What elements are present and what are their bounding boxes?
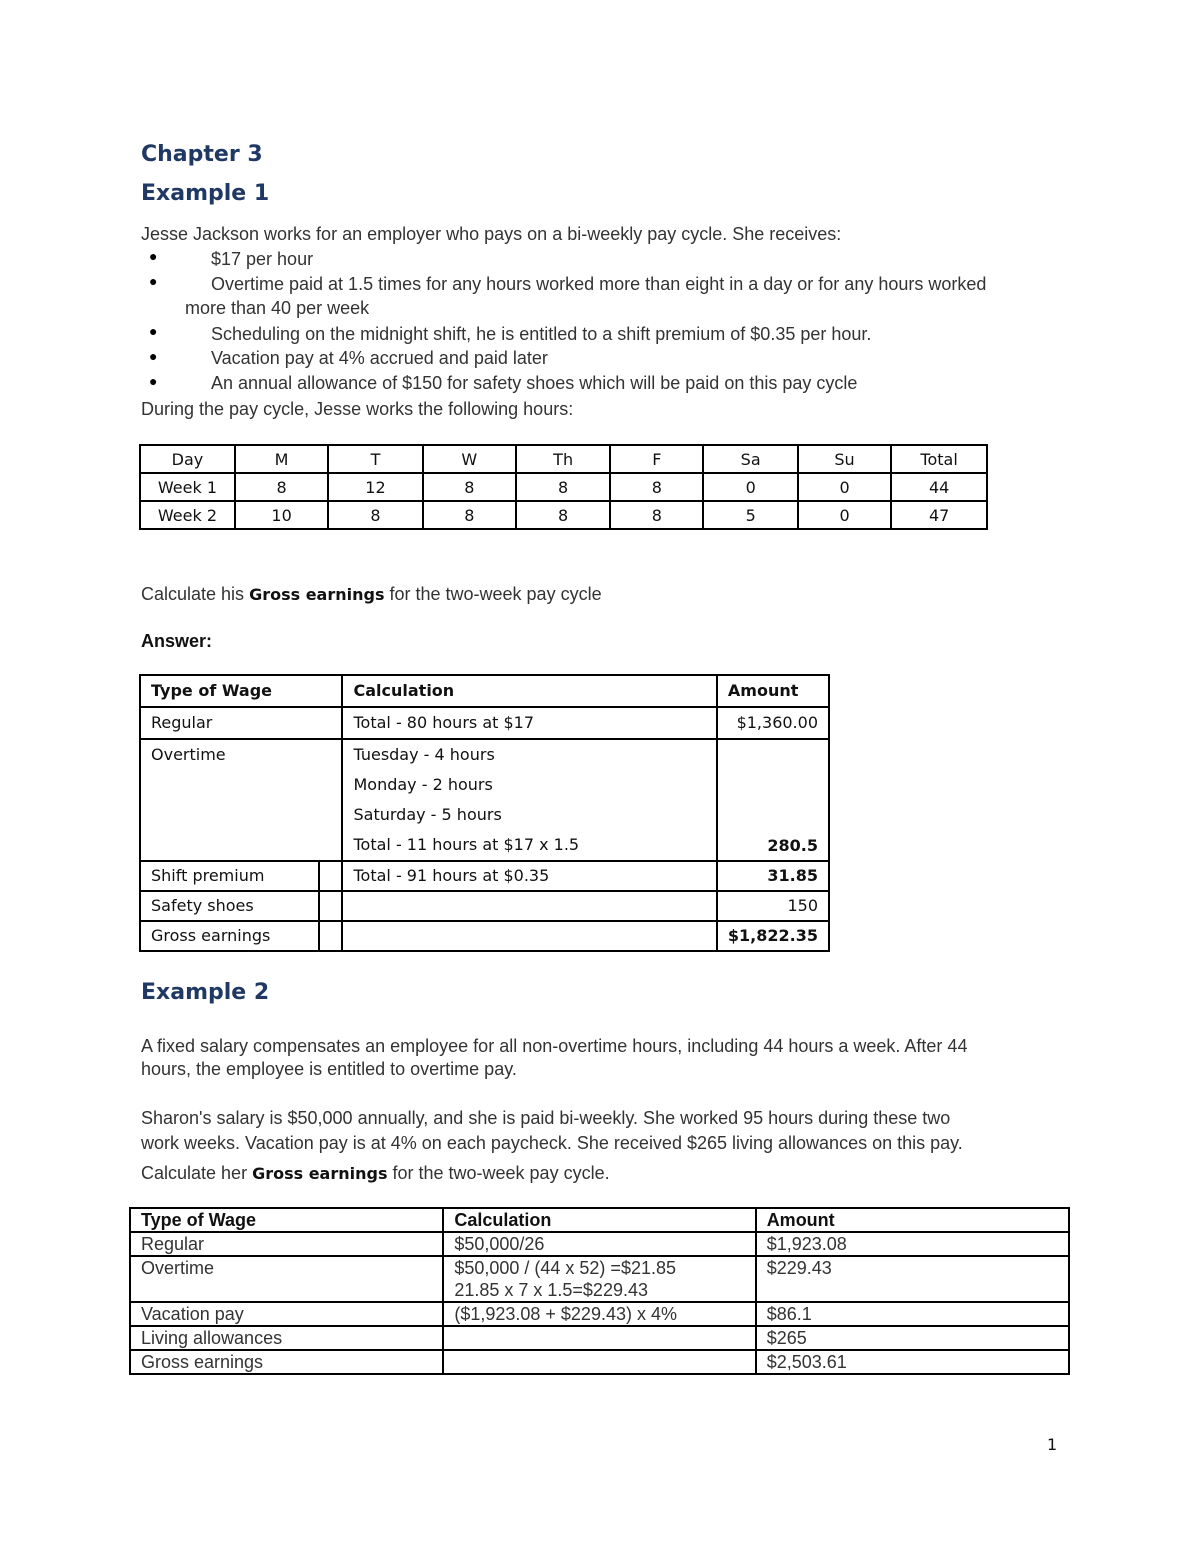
table-cell: Week 1 — [140, 473, 235, 501]
answer-table — [139, 674, 830, 952]
table-cell: 8 — [328, 501, 422, 529]
table-cell: 150 — [717, 891, 829, 921]
table-cell — [342, 891, 716, 921]
table-cell: 8 — [610, 473, 703, 501]
table-cell: Day — [140, 445, 235, 473]
table-cell: 12 — [328, 473, 422, 501]
page-number: 1 — [1047, 1435, 1058, 1454]
table-cell: 0 — [798, 501, 891, 529]
bullet-dot: ● — [149, 323, 158, 339]
table-cell: Week 2 — [140, 501, 235, 529]
table-cell: M — [235, 445, 328, 473]
example-2-paragraph-1-line-1: A fixed salary compensates an employee for all non-overtime hours, including 44 hours a week. After 44 — [141, 1036, 968, 1056]
question-text: Calculate her — [141, 1163, 253, 1183]
table-cell: Calculation — [342, 675, 716, 707]
table-cell — [443, 1326, 755, 1350]
bullet-dot: ● — [149, 373, 158, 389]
calc-line: 21.85 x 7 x 1.5=$229.43 — [454, 1280, 648, 1300]
question-text: for the two-week pay cycle. — [387, 1163, 610, 1183]
table-row — [140, 861, 829, 891]
table-row — [140, 473, 987, 501]
table-cell: 5 — [703, 501, 797, 529]
table-cell: Amount — [717, 675, 829, 707]
table-cell: 8 — [516, 501, 610, 529]
question-text: Calculate his — [141, 584, 250, 604]
table-row — [140, 707, 829, 739]
example-2-title: Example 2 — [141, 980, 270, 1005]
example-1-title: Example 1 — [141, 181, 270, 206]
table-cell: 8 — [423, 473, 516, 501]
example-2-paragraph-2-line-1: Sharon's salary is $50,000 annually, and she is paid bi-weekly. She worked 95 hours during these two — [141, 1108, 951, 1128]
table-row — [130, 1350, 1069, 1374]
table-cell: Shift premium — [140, 861, 319, 891]
table-row — [130, 1232, 1069, 1256]
chapter-title: Chapter 3 — [141, 142, 263, 167]
bullet-dot: ● — [149, 273, 158, 289]
example-2-paragraph-2-line-2: work weeks. Vacation pay is at 4% on each paycheck. She received $265 living allowances on this pay. — [141, 1133, 963, 1153]
table-cell — [319, 921, 343, 951]
table-cell: Living allowances — [130, 1326, 443, 1350]
calc-line: Saturday - 5 hours — [353, 805, 502, 824]
calc-line: $50,000 / (44 x 52) =$21.85 — [454, 1258, 676, 1278]
list-item: $17 per hour — [211, 249, 314, 269]
table-cell — [342, 921, 716, 951]
table-cell: 8 — [235, 473, 328, 501]
calc-line: Total - 11 hours at $17 x 1.5 — [353, 835, 580, 854]
table-cell: Vacation pay — [130, 1302, 443, 1326]
table-cell — [319, 891, 343, 921]
question-text: for the two-week pay cycle — [384, 584, 602, 604]
table-cell: 31.85 — [717, 861, 829, 891]
example-1-intro: Jesse Jackson works for an employer who pays on a bi-weekly pay cycle. She receives: — [141, 224, 842, 244]
list-item: An annual allowance of $150 for safety shoes which will be paid on this pay cycle — [211, 373, 858, 393]
table-cell: $86.1 — [756, 1302, 1069, 1326]
table-cell: 8 — [516, 473, 610, 501]
table-cell: 0 — [703, 473, 797, 501]
table-cell: 44 — [891, 473, 987, 501]
example-2-question — [141, 1161, 610, 1186]
list-item: Vacation pay at 4% accrued and paid later — [211, 348, 548, 368]
table-cell: $2,503.61 — [756, 1350, 1069, 1374]
table-cell: $1,923.08 — [756, 1232, 1069, 1256]
table-cell: 0 — [798, 473, 891, 501]
table-cell: Overtime — [140, 739, 342, 861]
example-1-question — [141, 582, 602, 607]
table-cell: Su — [798, 445, 891, 473]
table-cell — [443, 1256, 755, 1302]
table-cell: Total - 80 hours at $17 — [342, 707, 716, 739]
table-cell: Th — [516, 445, 610, 473]
table-cell: Gross earnings — [130, 1350, 443, 1374]
table-cell: Regular — [140, 707, 342, 739]
table-cell: Safety shoes — [140, 891, 319, 921]
table-row — [140, 739, 829, 861]
question-emphasis: Gross earnings — [252, 1164, 388, 1183]
list-item: Scheduling on the midnight shift, he is entitled to a shift premium of $0.35 per hour. — [211, 324, 872, 344]
table-cell: 47 — [891, 501, 987, 529]
bullet-dot: ● — [149, 348, 158, 364]
table-cell: Type of Wage — [140, 675, 342, 707]
salary-table — [129, 1207, 1070, 1375]
table-cell: Amount — [756, 1208, 1069, 1232]
table-cell: F — [610, 445, 703, 473]
calc-line: Monday - 2 hours — [353, 775, 493, 794]
table-row — [140, 501, 987, 529]
table-row — [140, 921, 829, 951]
hours-intro: During the pay cycle, Jesse works the following hours: — [141, 399, 574, 419]
table-cell: $50,000/26 — [443, 1232, 755, 1256]
table-cell: 280.5 — [717, 739, 829, 861]
calc-line: Tuesday - 4 hours — [353, 745, 495, 764]
table-cell: 8 — [610, 501, 703, 529]
list-item: Overtime paid at 1.5 times for any hours worked more than eight in a day or for any hours worked — [211, 274, 987, 294]
table-cell: 10 — [235, 501, 328, 529]
answer-label: Answer: — [141, 631, 213, 651]
table-cell: Total - 91 hours at $0.35 — [342, 861, 716, 891]
table-row — [130, 1302, 1069, 1326]
table-cell: Regular — [130, 1232, 443, 1256]
table-header-row — [130, 1208, 1069, 1232]
table-cell: $1,360.00 — [717, 707, 829, 739]
bullet-dot: ● — [149, 248, 158, 264]
table-cell: T — [328, 445, 422, 473]
table-cell — [342, 739, 716, 861]
example-2-paragraph-1-line-2: hours, the employee is entitled to overtime pay. — [141, 1059, 517, 1079]
list-item-continuation: more than 40 per week — [185, 298, 370, 318]
hours-table — [139, 444, 988, 530]
table-cell: $265 — [756, 1326, 1069, 1350]
table-cell: Calculation — [443, 1208, 755, 1232]
table-cell — [443, 1350, 755, 1374]
question-emphasis: Gross earnings — [249, 585, 385, 604]
table-cell: W — [423, 445, 516, 473]
table-cell: 8 — [423, 501, 516, 529]
table-cell: Gross earnings — [140, 921, 319, 951]
table-row — [140, 891, 829, 921]
table-row — [130, 1256, 1069, 1302]
table-cell: ($1,923.08 + $229.43) x 4% — [443, 1302, 755, 1326]
table-cell: Overtime — [130, 1256, 443, 1302]
table-header-row — [140, 445, 987, 473]
table-cell — [319, 861, 343, 891]
table-row — [130, 1326, 1069, 1350]
table-cell: $229.43 — [756, 1256, 1069, 1302]
table-cell: $1,822.35 — [717, 921, 829, 951]
table-header-row — [140, 675, 829, 707]
table-cell: Sa — [703, 445, 797, 473]
table-cell: Total — [891, 445, 987, 473]
table-cell: Type of Wage — [130, 1208, 443, 1232]
